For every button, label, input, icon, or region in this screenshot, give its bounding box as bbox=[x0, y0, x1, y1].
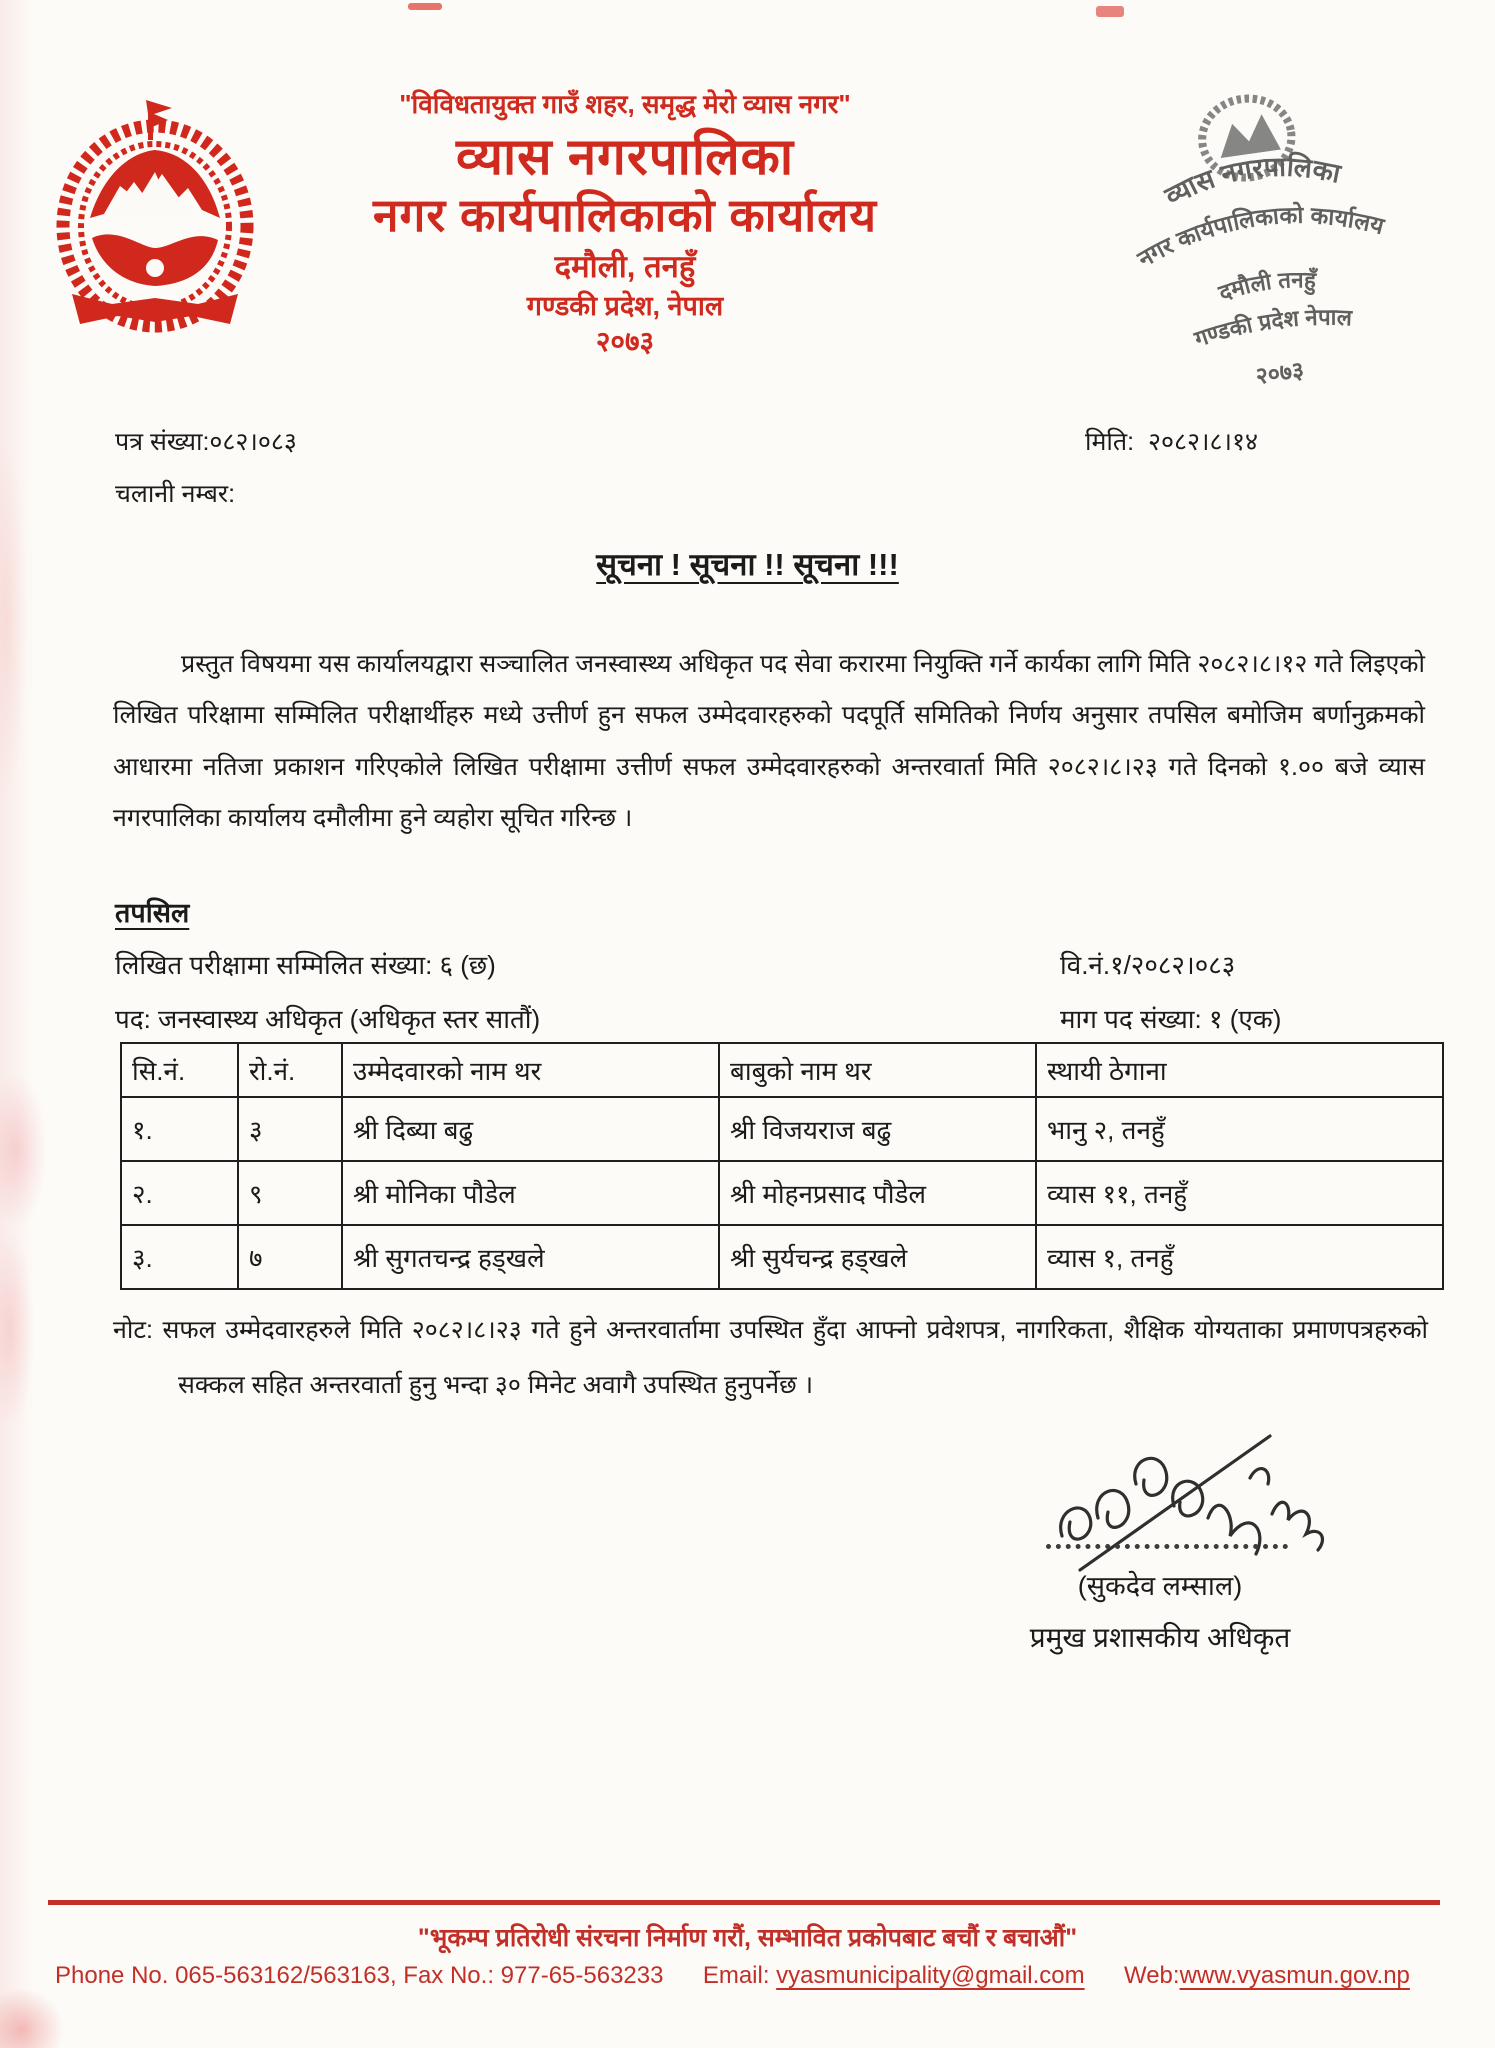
date-label: मिति: bbox=[1085, 428, 1135, 456]
cell-father: श्री सुर्यचन्द्र हड्खले bbox=[719, 1225, 1036, 1289]
scan-artifact bbox=[408, 3, 442, 10]
svg-text:गण्डकी प्रदेश नेपाल bbox=[1189, 296, 1357, 352]
exam-participants-count: लिखित परीक्षामा सम्मिलित संख्या: ६ (छ) bbox=[115, 950, 496, 980]
candidates-table bbox=[120, 1042, 1444, 1290]
stamp-municipality: व्यास नगरपालिका bbox=[1160, 151, 1343, 212]
cell-candidate: श्री मोनिका पौडेल bbox=[342, 1161, 719, 1225]
letter-number-value: ०८२।०८३ bbox=[209, 428, 297, 456]
footer-slogan: "भूकम्प प्रतिरोधी संरचना निर्माण गरौं, सम्भावित प्रकोपबाट बचौं र बचाऔं" bbox=[417, 1924, 1078, 1952]
stamp-province: गण्डकी प्रदेश नेपाल bbox=[1191, 304, 1353, 352]
phone-fax-text: Phone No. 065-563162/563163, Fax No.: 977-65-563233 bbox=[55, 1962, 664, 1989]
cell-serial: ३. bbox=[121, 1225, 238, 1289]
cell-roll: ३ bbox=[238, 1097, 342, 1161]
web-address: www.vyasmun.gov.np bbox=[1179, 1962, 1410, 1989]
header-slogan: "विविधतायुक्त गाउँ शहर, समृद्ध मेरो व्यास नगर" bbox=[399, 89, 851, 119]
footer-divider bbox=[48, 1900, 1440, 1905]
letterhead bbox=[150, 90, 1100, 358]
cell-serial: १. bbox=[121, 1097, 238, 1161]
cell-candidate: श्री सुगतचन्द्र हड्खले bbox=[342, 1225, 719, 1289]
signatory-name: (सुकदेव लम्साल) bbox=[1077, 1571, 1243, 1601]
municipality-name: व्यास नगरपालिका bbox=[455, 127, 795, 185]
col-serial-no: सि.नं. bbox=[121, 1043, 238, 1097]
letter-number-label: पत्र संख्या: bbox=[115, 428, 210, 456]
letter-date bbox=[1085, 424, 1258, 458]
cell-candidate: श्री दिब्या बढु bbox=[342, 1097, 719, 1161]
office-address: दमौली, तनहुँ bbox=[554, 249, 696, 285]
stamp-mountain bbox=[1215, 112, 1280, 158]
email-label: Email: bbox=[702, 1962, 770, 1989]
office-stamp bbox=[1079, 57, 1443, 421]
table-row bbox=[121, 1097, 1443, 1161]
table-row bbox=[121, 1161, 1443, 1225]
signatory-title: प्रमुख प्रशासकीय अधिकृत bbox=[1029, 1622, 1291, 1653]
letter-number bbox=[115, 424, 297, 458]
office-name: नगर कार्यपालिकाको कार्यालय bbox=[372, 188, 878, 241]
stamp-year: २०७३ bbox=[1254, 356, 1306, 390]
dispatch-number-label: चलानी नम्बर: bbox=[115, 480, 236, 508]
establishment-year: २०७३ bbox=[595, 326, 655, 358]
table-row bbox=[121, 1225, 1443, 1289]
signature-scribble bbox=[1040, 1418, 1350, 1578]
web-label: Web: bbox=[1123, 1962, 1180, 1989]
col-address: स्थायी ठेगाना bbox=[1036, 1043, 1443, 1097]
footer-contact-line bbox=[55, 1962, 1447, 1990]
signature-line bbox=[1046, 1538, 1288, 1549]
cell-father: श्री विजयराज बढु bbox=[719, 1097, 1036, 1161]
cell-father: श्री मोहनप्रसाद पौडेल bbox=[719, 1161, 1036, 1225]
col-candidate-name: उम्मेदवारको नाम थर bbox=[342, 1043, 719, 1097]
cell-address: भानु २, तनहुँ bbox=[1036, 1097, 1443, 1161]
details-heading: तपसिल bbox=[115, 898, 190, 928]
cell-serial: २. bbox=[121, 1161, 238, 1225]
date-value: २०८२।८।१४ bbox=[1148, 428, 1258, 456]
scan-artifact bbox=[1096, 6, 1124, 17]
col-father-name: बाबुको नाम थर bbox=[719, 1043, 1036, 1097]
cell-roll: ७ bbox=[238, 1225, 342, 1289]
post-name: पद: जनस्वास्थ्य अधिकृत (अधिकृत स्तर सातौं) bbox=[115, 1004, 541, 1034]
stamp-office: नगर कार्यपालिकाको कार्यालय bbox=[1133, 201, 1387, 273]
note-paragraph: नोट: सफल उम्मेदवारहरुले मिति २०८२।८।२३ गते हुने अन्तरवार्तामा उपस्थित हुँदा आफ्नो प्रवेशपत्र, नागरिकता, शैक्षिक योग्यताका प्रमाणपत्रहरुको सक्कल सहित अन्तरवार्ता हुनु भन्दा ३० मिनेट अवागै उपस्थित हुनुपर्नेछ । bbox=[113, 1316, 1428, 1399]
svg-text:दमौली तनहुँ bbox=[1214, 261, 1323, 310]
office-province: गण्डकी प्रदेश, नेपाल bbox=[526, 291, 724, 322]
stamp-address: दमौली तनहुँ bbox=[1215, 267, 1317, 306]
notice-title: सूचना ! सूचना !! सूचना !!! bbox=[596, 547, 899, 582]
cell-address: व्यास १, तनहुँ bbox=[1036, 1225, 1443, 1289]
cell-roll: ९ bbox=[238, 1161, 342, 1225]
demand-post-count: माग पद संख्या: १ (एक) bbox=[1060, 1004, 1282, 1034]
cell-address: व्यास ११, तनहुँ bbox=[1036, 1161, 1443, 1225]
table-header-row bbox=[121, 1043, 1443, 1097]
col-roll-no: रो.नं. bbox=[238, 1043, 342, 1097]
notice-body-paragraph: प्रस्तुत विषयमा यस कार्यालयद्वारा सञ्चालित जनस्वास्थ्य अधिकृत पद सेवा करारमा नियुक्ति गर्ने कार्यका लागि मिति २०८२।८।१२ गते लिइएको लिखित परिक्षामा सम्मिलित परीक्षार्थीहरु मध्ये उत्तीर्ण हुन सफल उम्मेदवारहरुको पदपूर्ति समितिको निर्णय अनुसार तपसिल बमोजिम बर्णानुक्रमको आधारमा नतिजा प्रकाशन गरिएकोले लिखित परीक्षामा उत्तीर्ण सफल उम्मेदवारहरुको अन्तरवार्ता मिति २०८२।८।२३ गते दिनको १.०० बजे व्यास नगरपालिका कार्यालय दमौलीमा हुने व्यहोरा सूचित गरिन्छ । bbox=[113, 650, 1425, 832]
advertisement-number: वि.नं.१/२०८२।०८३ bbox=[1060, 950, 1236, 980]
email-address: vyasmunicipality@gmail.com bbox=[776, 1962, 1085, 1989]
